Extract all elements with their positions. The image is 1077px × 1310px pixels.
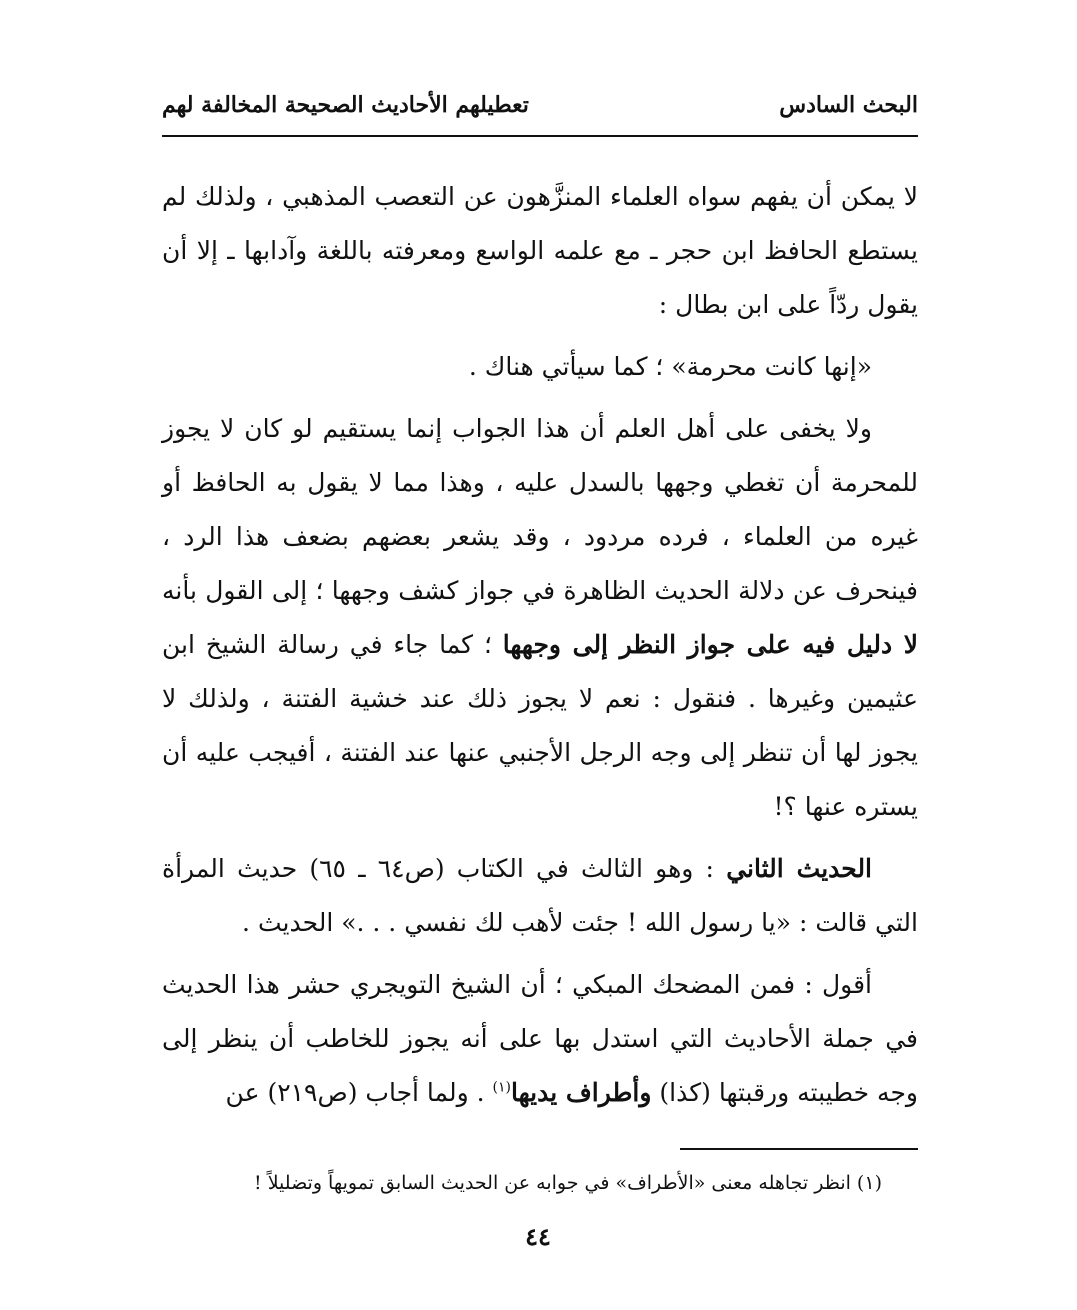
paragraph-5 bbox=[162, 958, 918, 1120]
paragraph-1 bbox=[162, 170, 918, 332]
paragraph-4 bbox=[162, 842, 918, 950]
paragraph-5-text-b: . ولما أجاب (ص٢١٩) عن bbox=[225, 1078, 485, 1107]
paragraph-3 bbox=[162, 402, 918, 834]
running-header bbox=[162, 88, 918, 128]
footnote-marker[interactable]: (١) bbox=[492, 1079, 511, 1096]
page-number: ٤٤ bbox=[525, 1222, 551, 1251]
paragraph-4-text: : وهو الثالث في الكتاب (ص٦٤ ـ ٦٥) حديث المرأة التي قالت : «يا رسول الله ! جئت لأهب لك نفسي . . .» الحديث . bbox=[162, 854, 918, 937]
paragraph-4-heading: الحديث الثاني bbox=[726, 854, 873, 883]
paragraph-3-text-a: ولا يخفى على أهل العلم أن هذا الجواب إنما يستقيم لو كان لا يجوز للمحرمة أن تغطي وجهها بالسدل عليه ، وهذا مما لا يقول به الحافظ أو غيره من العلماء ، فرده مردود ، وقد يشعر بعضهم بضعف هذا الرد ، فينحرف عن دلالة الحديث الظاهرة في جواز كشف وجهها ؛ إلى القول بأنه bbox=[162, 414, 918, 605]
footnote-divider bbox=[680, 1148, 918, 1150]
paragraph-5-text-a: أقول : فمن المضحك المبكي ؛ أن الشيخ التويجري حشر هذا الحديث في جملة الأحاديث التي استدل بها على أنه يجوز للخاطب أن ينظر إلى وجه خطيبته ورقبتها (كذا) bbox=[162, 970, 918, 1107]
paragraph-2-text: «إنها كانت محرمة» ؛ كما سيأتي هناك . bbox=[468, 352, 872, 381]
paragraph-5-emphasis: وأطراف يديها bbox=[511, 1078, 652, 1107]
paragraph-2-quote bbox=[162, 340, 918, 394]
section-title: البحث السادس bbox=[779, 92, 918, 118]
paragraph-1-text: لا يمكن أن يفهم سواه العلماء المنزَّهون عن التعصب المذهبي ، ولذلك لم يستطع الحافظ ابن حجر ـ مع علمه الواسع ومعرفته باللغة وآدابها ـ إلا أن يقول ردّاً على ابن بطال : bbox=[162, 182, 918, 319]
header-divider bbox=[162, 135, 918, 137]
footnote: (١) انظر تجاهله معنى «الأطراف» في جوابه عن الحديث السابق تمويهاً وتضليلاً ! bbox=[254, 1172, 882, 1194]
paragraph-3-text-b: ؛ كما جاء في رسالة الشيخ ابن عثيمين وغيرها . فنقول : نعم لا يجوز ذلك عند خشية الفتنة ، ولذلك لا يجوز لها أن تنظر إلى وجه الرجل الأجنبي عنها عند الفتنة ، أفيجب عليه أن يستره عنها ؟! bbox=[162, 630, 918, 821]
paragraph-3-emphasis: لا دليل فيه على جواز النظر إلى وجهها bbox=[502, 630, 918, 659]
main-text bbox=[162, 170, 918, 1128]
chapter-title: تعطيلهم الأحاديث الصحيحة المخالفة لهم bbox=[162, 92, 529, 118]
